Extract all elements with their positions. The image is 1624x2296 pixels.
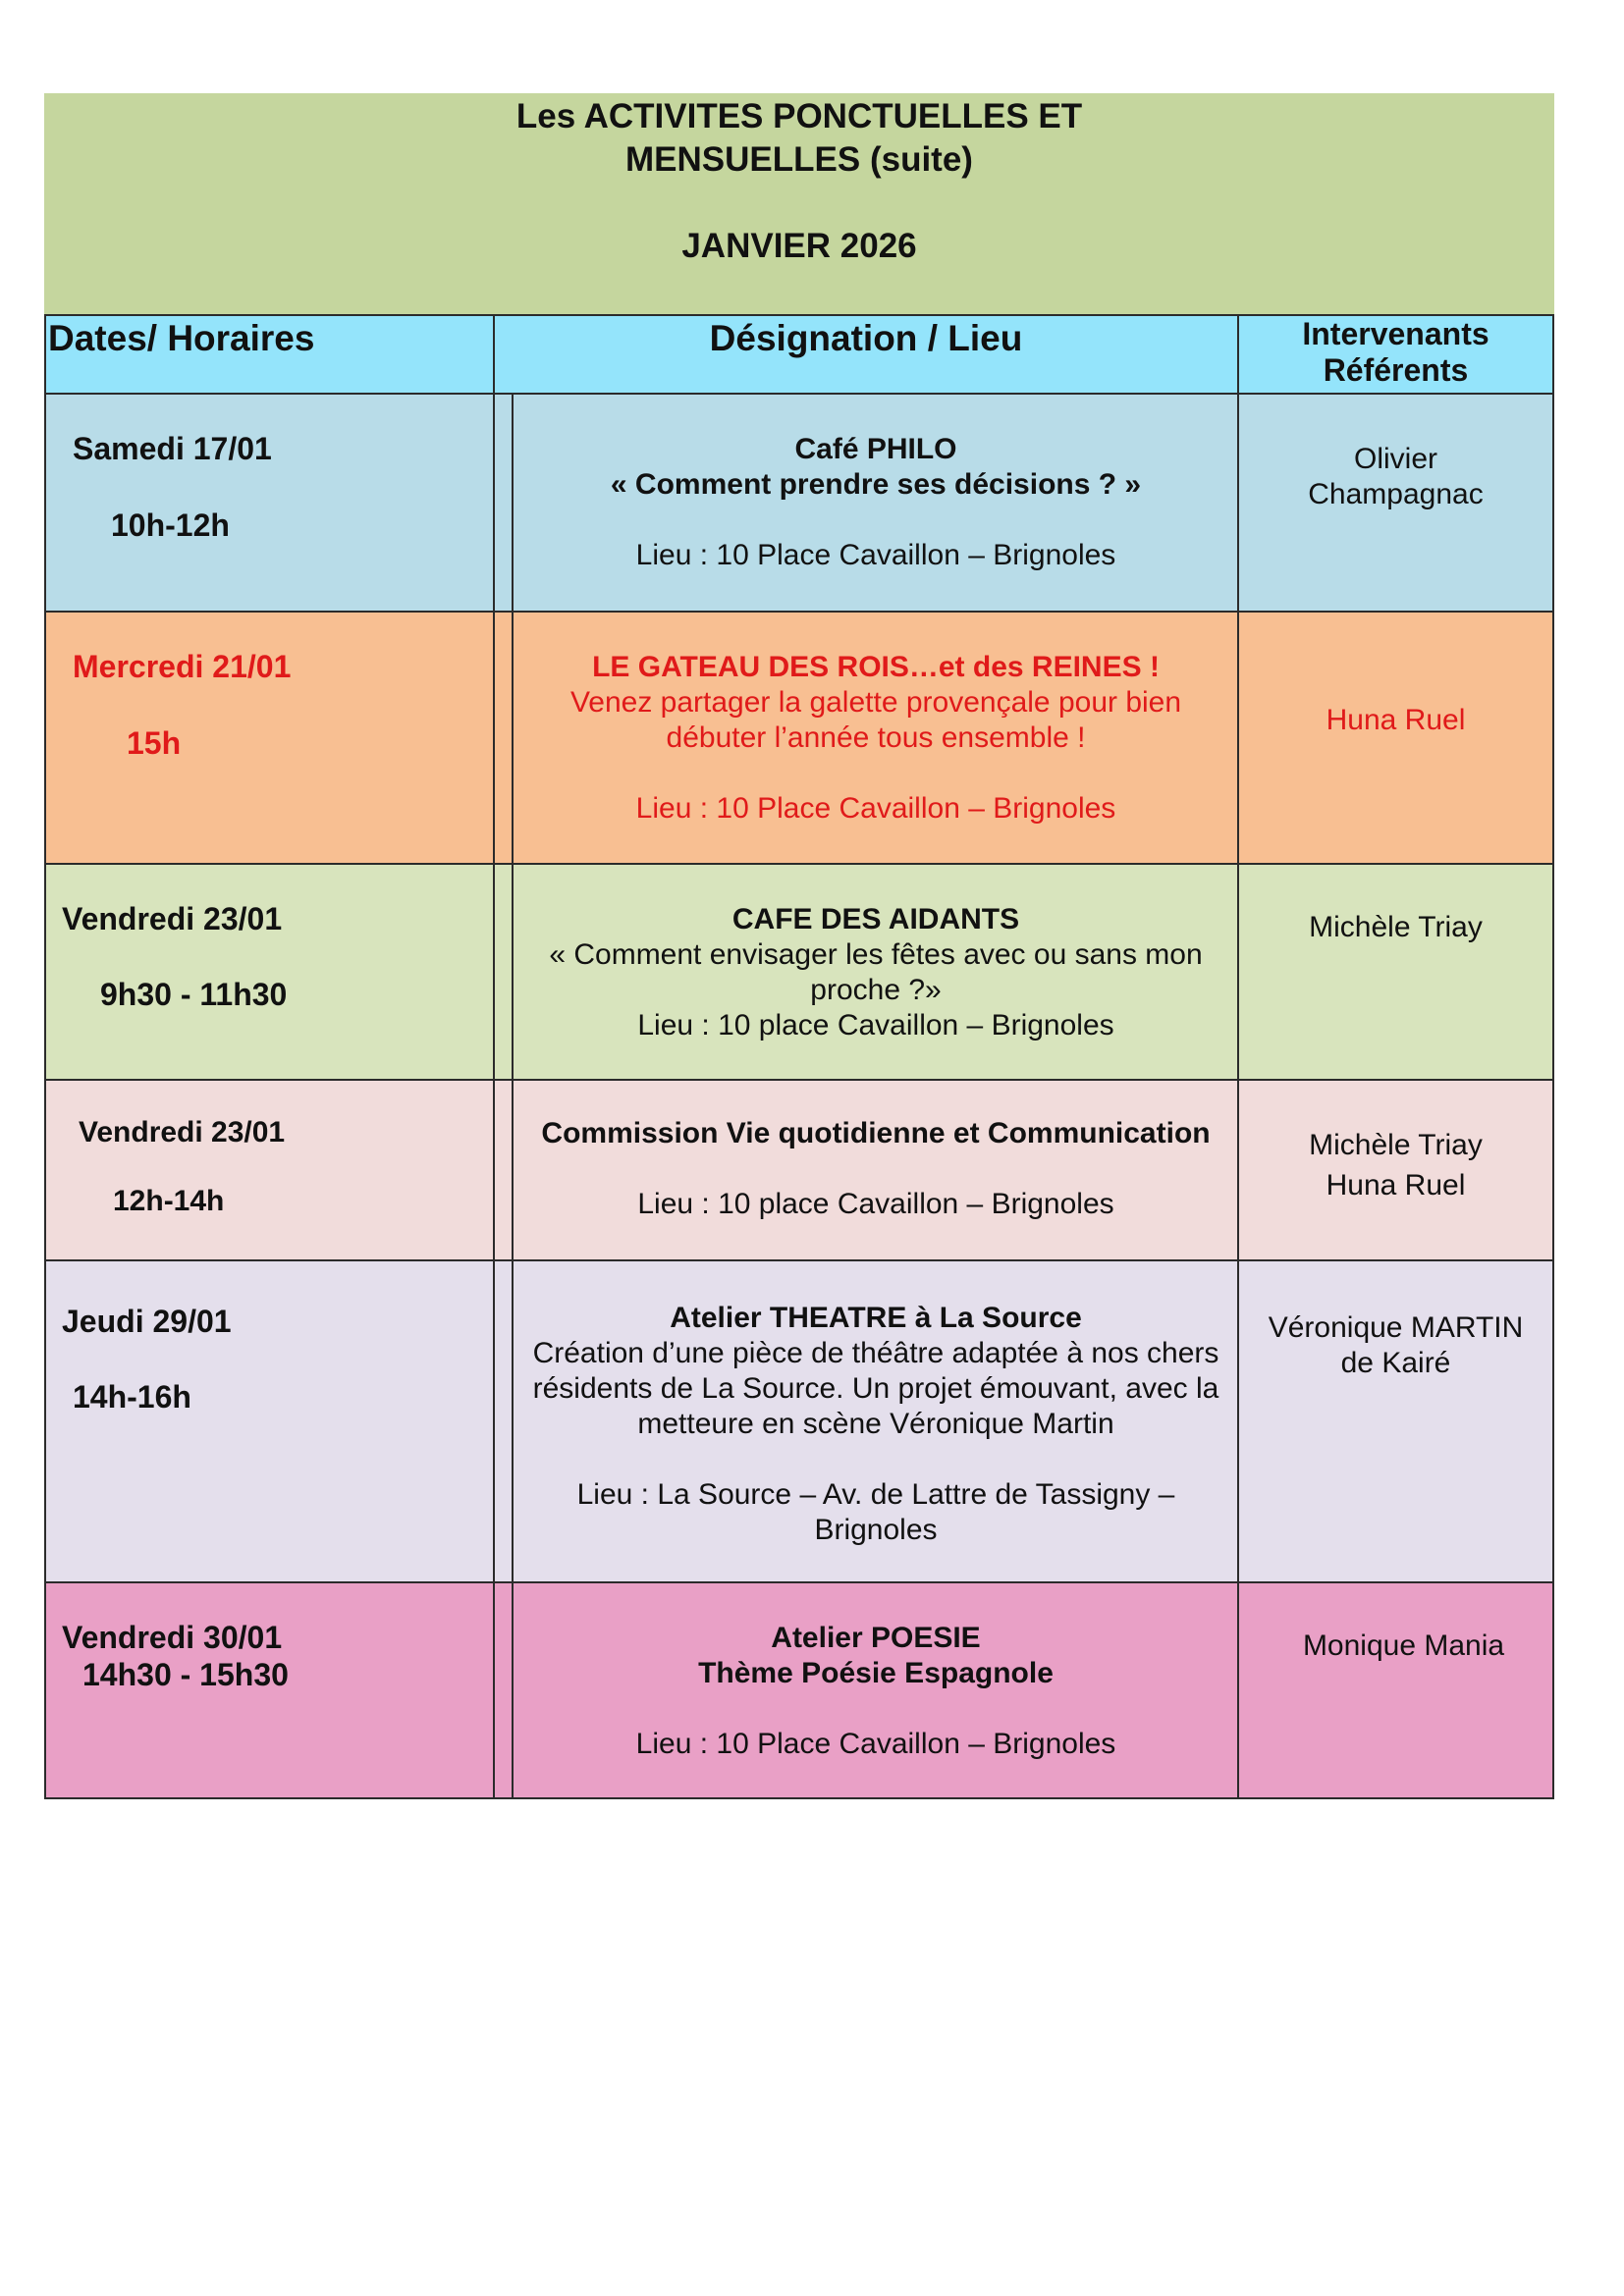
row-6-title: Atelier POESIE [771, 1622, 981, 1654]
row-4-intervenant-line2: Huna Ruel [1326, 1169, 1466, 1201]
row-4-time: 12h-14h [113, 1185, 225, 1217]
row-5-desc-line2: résidents de La Source. Un projet émouvant, avec la [532, 1372, 1219, 1405]
page-title-line1: Les ACTIVITES PONCTUELLES ET [515, 97, 1083, 135]
column-header-intervenants-line1: Intervenants [1302, 316, 1489, 351]
row-6-day: Vendredi 30/01 [62, 1620, 283, 1655]
row-1-intervenant-line1: Olivier [1353, 443, 1437, 475]
row-5-intervenants-cell [1237, 1259, 1554, 1583]
row-1-subtitle: « Comment prendre ses décisions ? » [610, 468, 1142, 501]
row-4-intervenant-line1: Michèle Triay [1309, 1129, 1483, 1161]
row-6-intervenant-line1: Monique Mania [1302, 1629, 1505, 1662]
column-header-designation [493, 314, 1239, 395]
row-1-time: 10h-12h [111, 507, 230, 543]
row-1-day: Samedi 17/01 [73, 431, 272, 466]
row-2-time: 15h [127, 725, 182, 761]
month-title: JANVIER 2026 [681, 227, 917, 265]
row-5-designation-cell [493, 1259, 1239, 1583]
row-5-day: Jeudi 29/01 [62, 1304, 232, 1339]
row-2-intervenant-line1: Huna Ruel [1326, 704, 1466, 736]
page-title-block [44, 93, 1554, 314]
row-3-day: Vendredi 23/01 [62, 901, 283, 936]
row-2-designation-cell [493, 611, 1239, 865]
row-5-intervenant-line1: Véronique MARTIN [1268, 1311, 1524, 1344]
row-4-lieu: Lieu : 10 place Cavaillon – Brignoles [637, 1188, 1114, 1220]
row-6-time: 14h30 - 15h30 [82, 1657, 289, 1692]
row-3-desc-line1: « Comment envisager les fêtes avec ou sans mon [549, 938, 1203, 971]
column-header-intervenants-line2: Référents [1323, 352, 1469, 388]
row-5-desc-line3: metteure en scène Véronique Martin [637, 1408, 1114, 1440]
row-3-title: CAFE DES AIDANTS [731, 903, 1020, 935]
row-1-intervenant-line2: Champagnac [1308, 478, 1484, 510]
row-6-subtitle: Thème Poésie Espagnole [698, 1657, 1054, 1689]
row-3-intervenants-cell [1237, 863, 1554, 1081]
row-3-time: 9h30 - 11h30 [100, 977, 288, 1012]
page-title-line2: MENSUELLES (suite) [625, 140, 973, 179]
row-2-title: LE GATEAU DES ROIS…et des REINES ! [592, 651, 1160, 683]
row-1-lieu: Lieu : 10 Place Cavaillon – Brignoles [635, 539, 1116, 571]
row-1-title: Café PHILO [794, 433, 957, 465]
row-3-date-cell [44, 863, 495, 1081]
column-header-intervenants [1237, 314, 1554, 395]
row-2-date-cell [44, 611, 495, 865]
row-6-intervenants-cell [1237, 1581, 1554, 1799]
row-4-day: Vendredi 23/01 [79, 1116, 286, 1148]
row-3-designation-cell [493, 863, 1239, 1081]
row-6-date-cell [44, 1581, 495, 1799]
row-5-lieu-line2: Brignoles [814, 1514, 938, 1546]
row-1-intervenants-cell [1237, 393, 1554, 613]
column-header-dates-label: Dates/ Horaires [48, 318, 315, 358]
row-5-lieu-line1: Lieu : La Source – Av. de Lattre de Tassigny – [576, 1478, 1175, 1511]
row-4-date-cell [44, 1079, 495, 1261]
row-5-desc-line1: Création d’une pièce de théâtre adaptée à nos chers [532, 1337, 1219, 1369]
row-4-intervenants-cell [1237, 1079, 1554, 1261]
row-1-date-cell [44, 393, 495, 613]
column-header-designation-label: Désignation / Lieu [709, 318, 1023, 358]
row-1-designation-cell [493, 393, 1239, 613]
row-5-intervenant-line2: de Kairé [1340, 1347, 1451, 1379]
row-2-lieu: Lieu : 10 Place Cavaillon – Brignoles [635, 792, 1116, 825]
row-6-designation-cell [493, 1581, 1239, 1799]
row-3-desc-line2: proche ?» [810, 974, 942, 1006]
row-2-intervenants-cell [1237, 611, 1554, 865]
row-2-desc-line2: débuter l’année tous ensemble ! [666, 721, 1086, 754]
row-2-desc-line1: Venez partager la galette provençale pour bien [569, 686, 1182, 719]
column-header-dates [44, 314, 495, 395]
row-5-date-cell [44, 1259, 495, 1583]
row-6-lieu: Lieu : 10 Place Cavaillon – Brignoles [635, 1728, 1116, 1760]
row-4-title: Commission Vie quotidienne et Communication [541, 1117, 1211, 1149]
row-1-inner-divider [512, 395, 514, 611]
row-3-intervenant-line1: Michèle Triay [1309, 911, 1483, 943]
row-5-title: Atelier THEATRE à La Source [670, 1302, 1082, 1334]
row-5-time: 14h-16h [73, 1379, 191, 1415]
row-4-designation-cell [493, 1079, 1239, 1261]
row-3-lieu: Lieu : 10 place Cavaillon – Brignoles [637, 1009, 1114, 1041]
row-4-inner-divider [512, 1081, 514, 1259]
row-2-day: Mercredi 21/01 [73, 649, 292, 684]
